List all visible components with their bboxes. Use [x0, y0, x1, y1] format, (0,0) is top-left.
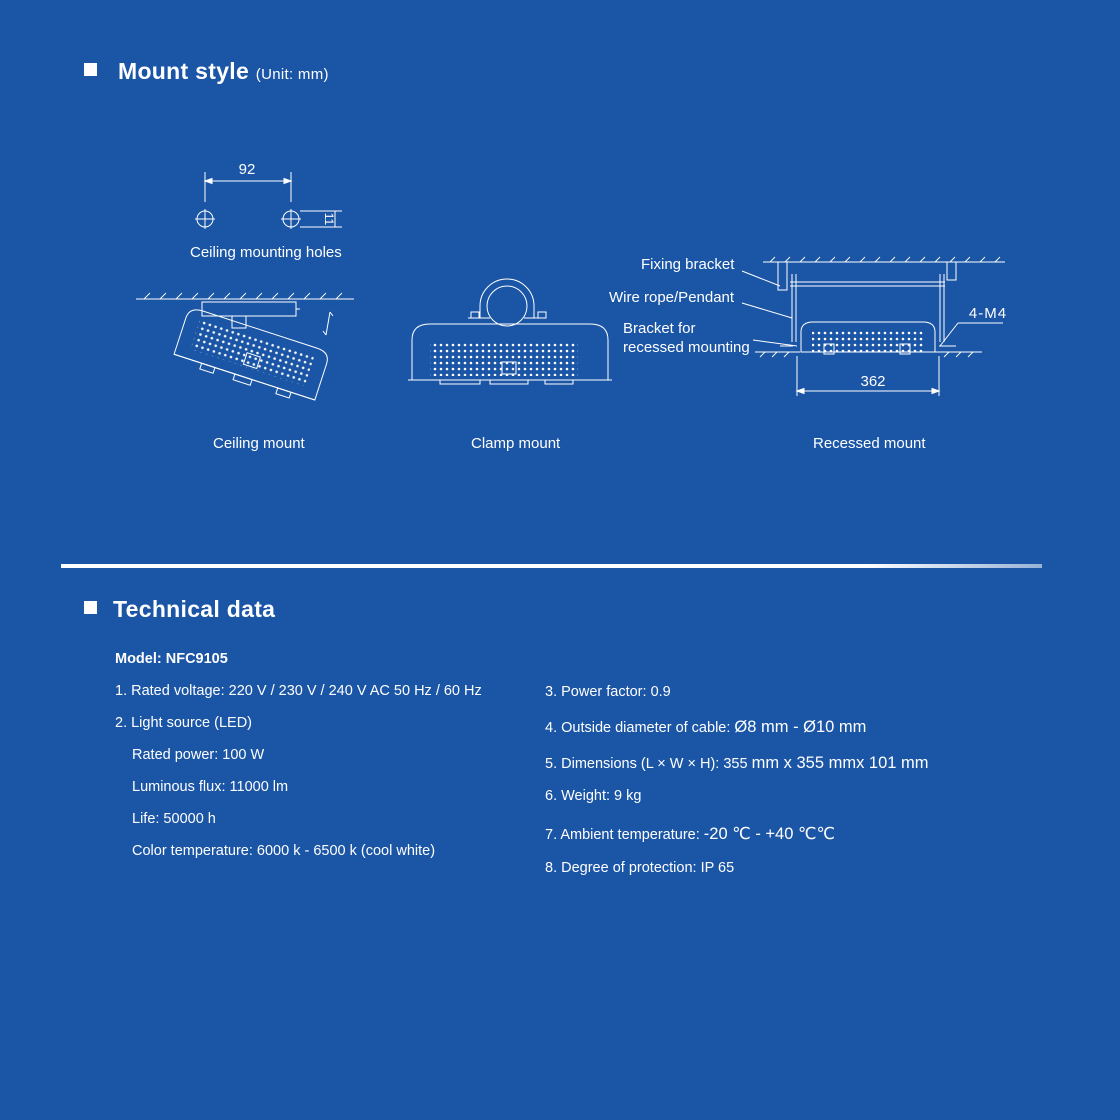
spec-color-temperature: Color temperature: 6000 k - 6500 k (cool white): [132, 843, 436, 859]
spec-dimensions: [545, 754, 929, 773]
spec-power-factor: 3. Power factor: 0.9: [545, 684, 671, 700]
spec-cable-value: Ø8 mm - Ø10 mm: [734, 718, 867, 736]
recessed-mounting-label: recessed mounting: [623, 339, 750, 356]
ceiling-mount-caption: Ceiling mount: [213, 435, 305, 452]
clamp-mount-drawing: [408, 279, 612, 384]
mount-style-title: Mount style: [118, 58, 250, 84]
spec-dimensions-value: mm x 355 mmx 101 mm: [751, 754, 929, 772]
ceiling-holes-drawing: [195, 172, 342, 229]
spec-dimensions-label: 5. Dimensions (L × W × H): 355: [545, 756, 752, 772]
section-bullet-tech: [84, 601, 97, 614]
spec-ambient-temperature: [545, 824, 835, 844]
bracket-for-label: Bracket for: [623, 320, 696, 337]
spec-cable-diameter: [545, 718, 866, 737]
mount-style-unit: (Unit: mm): [255, 66, 329, 83]
recessed-mount-caption: Recessed mount: [813, 435, 926, 452]
technical-data-title: Technical data: [113, 596, 276, 622]
clamp-mount-caption: Clamp mount: [471, 435, 561, 452]
spec-weight: 6. Weight: 9 kg: [545, 788, 642, 804]
spec-light-source: 2. Light source (LED): [115, 715, 253, 731]
spec-protection: 8. Degree of protection: IP 65: [545, 860, 735, 876]
screw-label: 4-M4: [968, 305, 1008, 322]
spec-life: Life: 50000 h: [132, 811, 216, 827]
model-label: Model: NFC9105: [115, 651, 228, 667]
ceiling-mount-drawing: [136, 293, 354, 406]
spec-cable-label: 4. Outside diameter of cable:: [545, 720, 735, 736]
recess-width-label: 362: [860, 373, 886, 390]
hole-spacing-label: 92: [238, 161, 256, 178]
spec-luminous-flux: Luminous flux: 11000 lm: [132, 779, 289, 795]
hole-diameter-label: 11: [322, 212, 336, 226]
wire-rope-label: Wire rope/Pendant: [609, 289, 735, 306]
spec-ambient-value: -20 ℃ - +40 ℃℃: [703, 825, 836, 843]
section-divider: [61, 564, 1042, 568]
holes-caption: Ceiling mounting holes: [190, 244, 342, 261]
spec-rated-power: Rated power: 100 W: [132, 747, 265, 763]
spec-voltage: 1. Rated voltage: 220 V / 230 V / 240 V AC 50 Hz / 60 Hz: [115, 683, 482, 699]
fixing-bracket-label: Fixing bracket: [641, 256, 735, 273]
spec-ambient-label: 7. Ambient temperature:: [545, 827, 704, 843]
